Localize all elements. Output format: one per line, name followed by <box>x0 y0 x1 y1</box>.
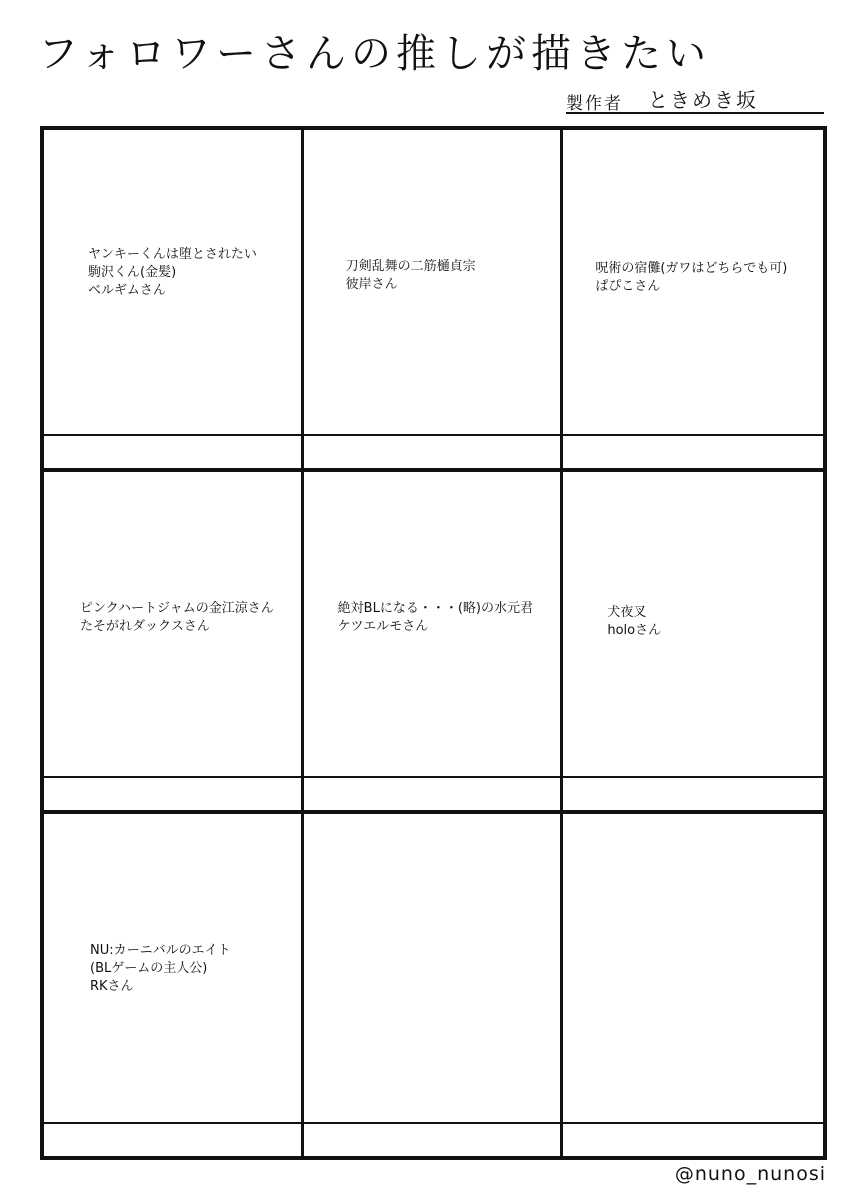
request-note <box>338 600 533 636</box>
panel-4 <box>44 472 304 814</box>
name-strip <box>563 1122 823 1156</box>
name-strip <box>44 434 301 468</box>
name-strip <box>304 1122 561 1156</box>
author-line <box>566 84 824 114</box>
request-note <box>90 942 231 996</box>
drawing-area <box>304 814 561 1122</box>
note-line: NU:カーニバルのエイト <box>90 943 231 958</box>
name-strip <box>304 776 561 810</box>
panel-3 <box>563 130 823 472</box>
note-line: ピンクハートジャムの金江涼さん <box>80 601 274 616</box>
author-label: 製作者 <box>566 94 623 114</box>
author-name: ときめき坂 <box>648 88 758 112</box>
note-line: ヤンキーくんは堕とされたい <box>88 247 257 262</box>
note-line: 犬夜叉 <box>607 605 647 620</box>
panel-2 <box>304 130 564 472</box>
panel-6 <box>563 472 823 814</box>
note-line: 絶対BLになる・・・(略)の水元君 <box>337 601 533 616</box>
note-line: 呪術の宿儺(ガワはどちらでも可) <box>595 261 788 276</box>
drawing-area <box>563 814 823 1122</box>
name-strip <box>44 1122 301 1156</box>
drawing-area <box>563 472 823 780</box>
note-line: 彼岸さん <box>345 277 398 292</box>
note-line: ケツエルモさん <box>337 619 429 634</box>
panel-1 <box>44 130 304 472</box>
panel-grid <box>40 126 827 1160</box>
note-line: RKさん <box>90 979 134 994</box>
request-note <box>80 600 274 636</box>
name-strip <box>304 434 561 468</box>
request-note <box>88 246 257 300</box>
note-line: holoさん <box>607 623 662 638</box>
note-line: 刀剣乱舞の二筋樋貞宗 <box>345 259 476 274</box>
note-line: ぱぴこさん <box>595 279 661 294</box>
note-line: ベルギムさん <box>88 283 166 298</box>
name-strip <box>44 776 301 810</box>
panel-7 <box>44 814 304 1156</box>
request-note <box>607 604 661 640</box>
request-note <box>346 258 476 294</box>
request-note <box>595 260 787 296</box>
name-strip <box>563 776 823 810</box>
name-strip <box>563 434 823 468</box>
note-line: たそがれダックスさん <box>80 619 210 634</box>
panel-5 <box>304 472 564 814</box>
panel-8 <box>304 814 564 1156</box>
page-title: フォロワーさんの推しが描きたい <box>38 31 711 77</box>
panel-9 <box>563 814 823 1156</box>
note-line: 駒沢くん(金髪) <box>88 265 177 280</box>
note-line: (BLゲームの主人公) <box>90 961 208 976</box>
creator-handle: @nuno_nunosi <box>674 1163 826 1185</box>
